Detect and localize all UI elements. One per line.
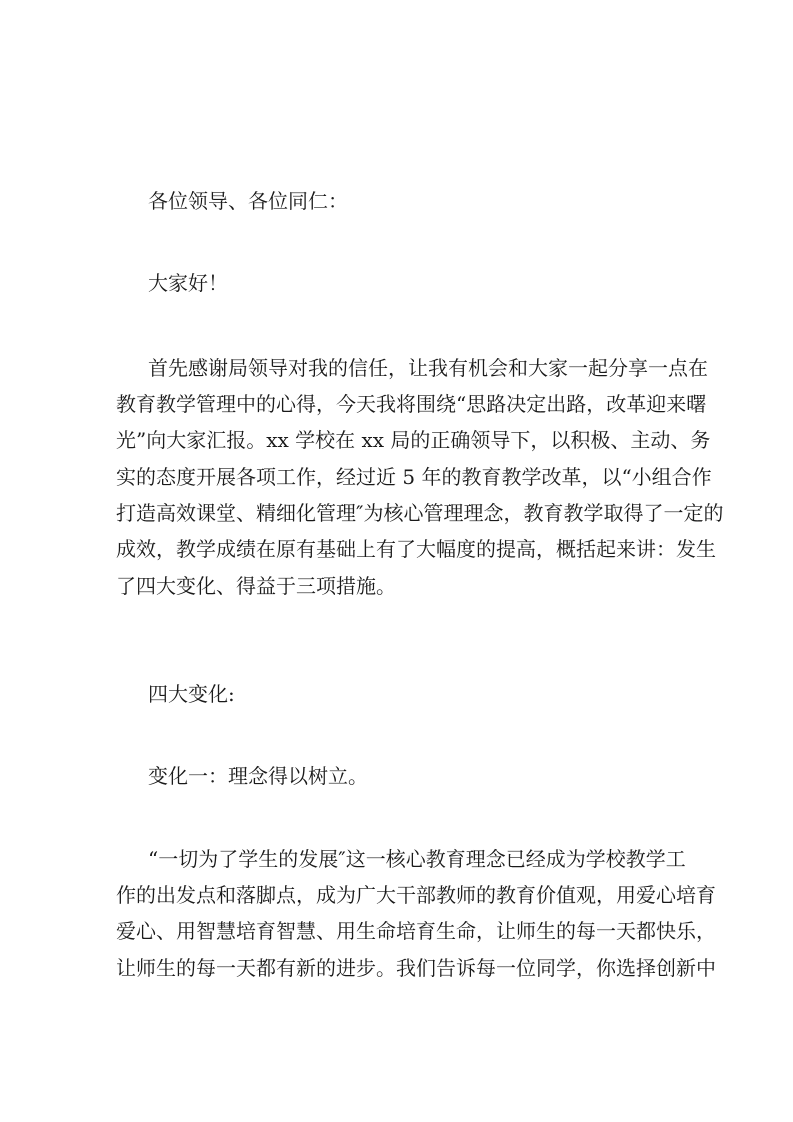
paragraph-line: 打造高效课堂、精细化管理″为核心管理理念，教育教学取得了一定的 [116,501,724,525]
paragraph-line: 让师生的每一天都有新的进步。我们告诉每一位同学，你选择创新中 [116,956,716,980]
change1-heading: 变化一：理念得以树立。 [148,764,368,788]
paragraph-line: 爱心、用智慧培育智慧、用生命培育生命，让师生的每一天都快乐， [116,919,716,943]
paragraph-line: 作的出发点和落脚点，成为广大干部教师的教育价值观，用爱心培育 [116,883,716,907]
paragraph-line: “一切为了学生的发展″这一核心教育理念已经成为学校教学工 [148,847,686,871]
paragraph-line: 实的态度开展各项工作，经过近 5 年的教育教学改革，以“小组合作 [116,465,712,489]
paragraph-line: 光”向大家汇报。xx 学校在 xx 局的正确领导下，以积极、主动、务 [116,428,711,452]
section-heading: 四大变化: [148,682,235,706]
paragraph-line: 首先感谢局领导对我的信任，让我有机会和大家一起分享一点在 [148,356,708,380]
paragraph-line: 成效，教学成绩在原有基础上有了大幅度的提高，概括起来讲：发生 [116,537,716,561]
paragraph-line: 教育教学管理中的心得，今天我将围绕“思路决定出路，改革迎来曙 [116,392,707,416]
paragraph-line: 了四大变化、得益于三项措施。 [116,574,396,598]
salutation: 各位领导、各位同仁： [148,189,348,213]
greeting: 大家好！ [148,271,228,295]
